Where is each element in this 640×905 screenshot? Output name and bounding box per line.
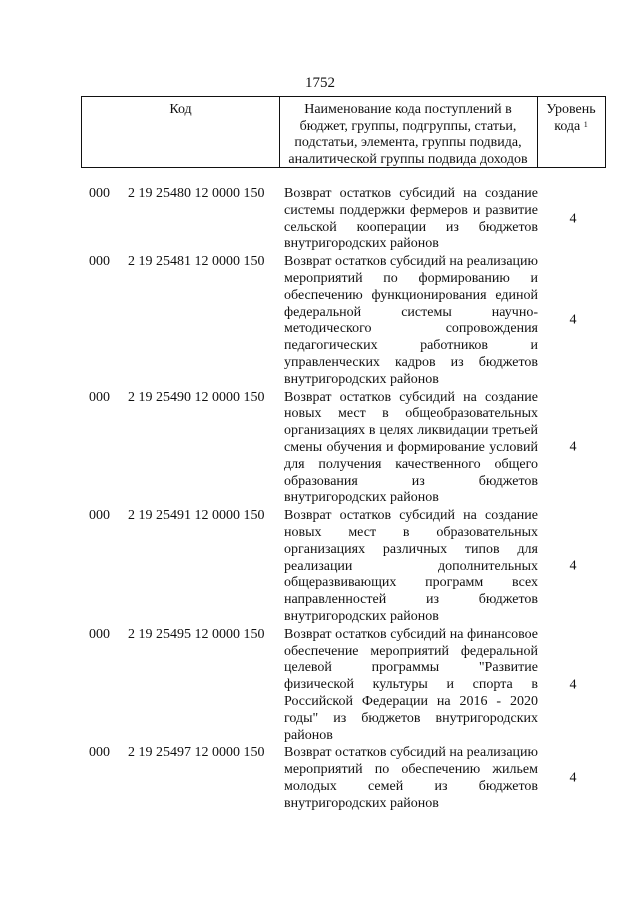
row-code: 2 19 25481 12 0000 150 xyxy=(128,254,265,270)
header-name-line: аналитической группы подвида доходов xyxy=(288,151,528,167)
row-description: Возврат остатков субсидий на создание новых мест в общеобразовательных организациях в целях ликвидации третьей смены обучения и формирование условий для получения качественного общего образования из бюджетов внутригородских районов xyxy=(284,389,538,506)
row-description: Возврат остатков субсидий на реализацию мероприятий по формированию и обеспечению функционирования единой федеральной системы научно-методического сопровождения педагогических работников и управленческих кадров из бюджетов внутригородских районов xyxy=(284,254,538,387)
header-name-line: подстатьи, элемента, группы подвида, xyxy=(294,135,522,150)
page-number: 1752 xyxy=(305,75,335,91)
row-code: 2 19 25490 12 0000 150 xyxy=(128,389,265,405)
row-prefix: 000 xyxy=(89,745,110,761)
table-row xyxy=(0,254,640,388)
header-level-footnote: 1 xyxy=(583,119,588,129)
table-row xyxy=(0,745,640,812)
row-description: Возврат остатков субсидий на реализацию мероприятий по обеспечению жильем молодых семей из бюджетов внутригородских районов xyxy=(284,745,538,811)
row-level: 4 xyxy=(569,558,577,574)
row-code: 2 19 25497 12 0000 150 xyxy=(128,745,265,761)
row-prefix: 000 xyxy=(89,389,110,405)
row-code: 2 19 25480 12 0000 150 xyxy=(128,186,265,201)
row-code: 2 19 25495 12 0000 150 xyxy=(128,626,265,642)
row-prefix: 000 xyxy=(89,186,110,201)
row-level: 4 xyxy=(569,211,577,227)
header-name xyxy=(279,97,538,167)
header-level-line: Уровень xyxy=(546,102,596,117)
table-body xyxy=(0,186,640,813)
header-level-text: кода xyxy=(554,118,581,134)
table-row xyxy=(0,390,640,508)
table-row xyxy=(0,627,640,745)
table-row xyxy=(0,186,640,253)
row-prefix: 000 xyxy=(89,626,110,642)
row-description: Возврат остатков субсидий на создание системы поддержки фермеров и развитие сельской кооперации из бюджетов внутригородских районов xyxy=(284,186,538,252)
row-level: 4 xyxy=(569,770,577,786)
row-description: Возврат остатков субсидий на создание новых мест в образовательных организациях различных типов для реализации дополнительных общеразвивающих программ всех направленностей из бюджетов внутригородских районов xyxy=(284,508,538,624)
row-prefix: 000 xyxy=(89,254,110,270)
header-name-line: Наименование кода поступлений в xyxy=(304,102,512,117)
row-prefix: 000 xyxy=(89,508,110,524)
table-header xyxy=(81,96,606,168)
header-level xyxy=(537,97,605,167)
header-level-line xyxy=(537,119,605,136)
header-code: Код xyxy=(82,97,280,167)
row-level: 4 xyxy=(569,312,577,328)
row-description: Возврат остатков субсидий на финансовое обеспечение мероприятий федеральной целевой программы "Развитие физической культуры и спорта в Российской Федерации на 2016 - 2020 годы" из бюджетов внутригородских районов xyxy=(284,626,538,743)
header-name-line: бюджет, группы, подгруппы, статьи, xyxy=(299,118,517,134)
row-code: 2 19 25491 12 0000 150 xyxy=(128,508,265,524)
row-level: 4 xyxy=(569,677,577,693)
row-level: 4 xyxy=(569,439,577,455)
table-row xyxy=(0,508,640,626)
